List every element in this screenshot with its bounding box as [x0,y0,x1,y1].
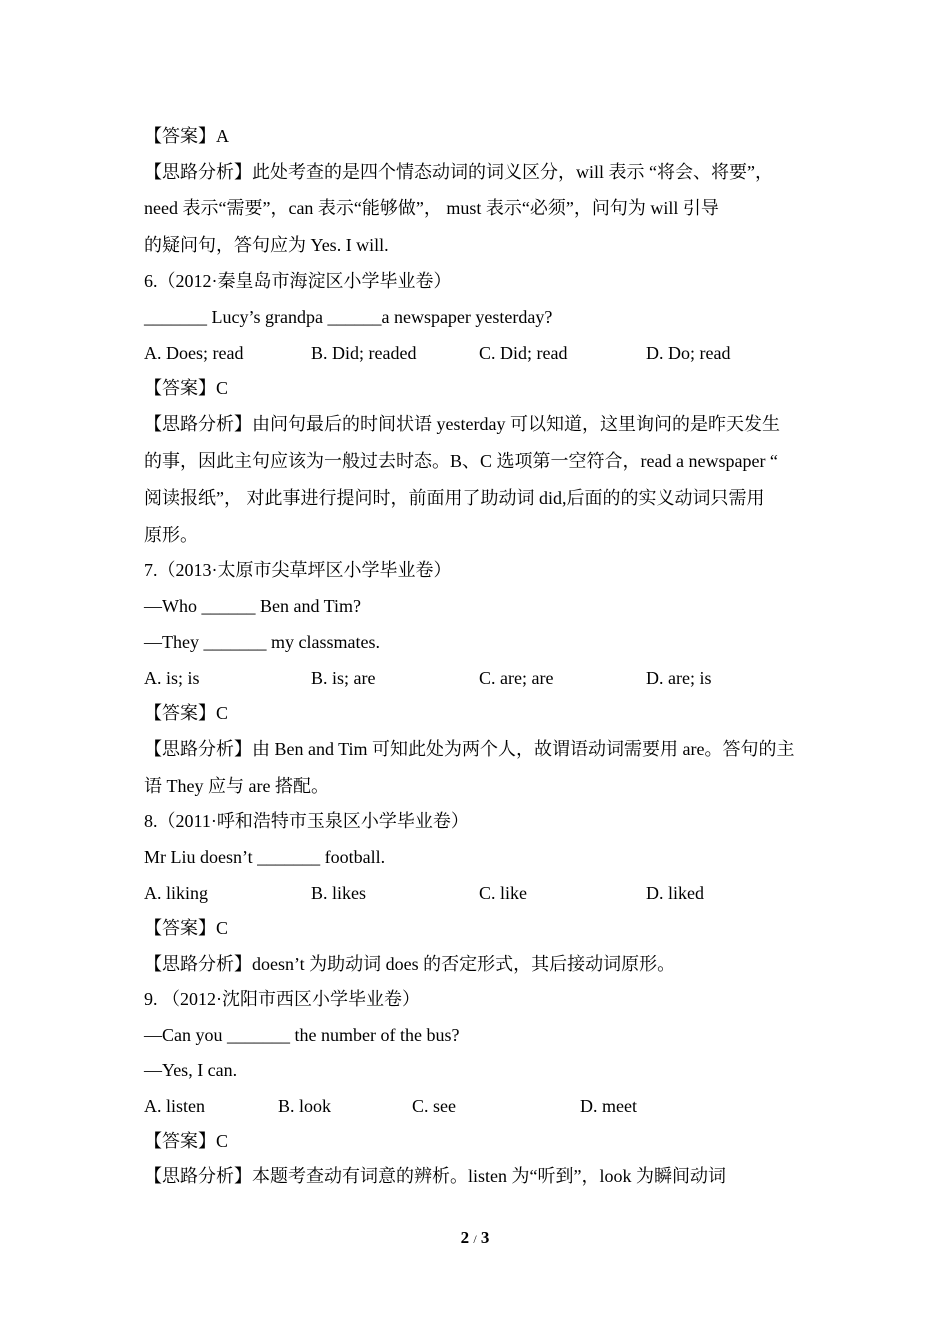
analysis-text: 的疑问句，答句应为 Yes. I will. [144,235,389,255]
analysis-text: 阅读报纸”， 对此事进行提问时，前面用了助动词 did,后面的的实义动词只需用 [144,488,765,508]
option-c: C. Did; read [479,343,568,363]
option-d: D. meet [580,1096,637,1116]
question-7-stem: —Who ______ Ben and Tim? [144,596,362,616]
question-7-source: 7.（2013·太原市尖草坪区小学毕业卷） [144,560,452,580]
analysis-text: 【思路分析】本题考查动有词意的辨析。listen 为“听到”，look 为瞬间动词 [144,1166,726,1186]
question-7-stem: —They _______ my classmates. [144,632,380,652]
analysis-text: 【思路分析】由 Ben and Tim 可知此处为两个人，故谓语动词需要用 are。答句的主 [144,739,795,759]
question-6-source: 6.（2012·秦皇岛市海淀区小学毕业卷） [144,271,452,291]
option-b: B. Did; readed [311,343,417,363]
option-a: A. listen [144,1096,205,1116]
question-9-stem: —Yes, I can. [144,1060,238,1080]
option-c: C. see [412,1096,456,1116]
analysis-text: 【思路分析】doesn’t 为助动词 does 的否定形式，其后接动词原形。 [144,954,676,974]
page-total: 3 [480,1228,490,1247]
option-c: C. are; are [479,668,554,688]
question-6-stem: _______ Lucy’s grandpa ______a newspaper yesterday? [144,307,553,327]
answer-label: 【答案】C [144,918,229,938]
answer-label: 【答案】C [144,703,229,723]
analysis-text: 【思路分析】此处考查的是四个情态动词的词义区分，will 表示 “将会、将要”， [144,162,773,182]
option-a: A. liking [144,883,209,903]
answer-label: 【答案】A [144,126,229,146]
analysis-text: 的事，因此主句应该为一般过去时态。B、C 选项第一空符合，read a newspaper “ [144,451,778,471]
analysis-text: 语 They 应与 are 搭配。 [144,776,329,796]
option-d: D. are; is [646,668,712,688]
option-a: A. Does; read [144,343,244,363]
option-b: B. look [278,1096,332,1116]
option-d: D. liked [646,883,704,903]
option-c: C. like [479,883,527,903]
analysis-text: 原形。 [144,525,198,545]
question-8-stem: Mr Liu doesn’t _______ football. [144,847,386,867]
answer-label: 【答案】C [144,378,229,398]
analysis-text: need 表示“需要”，can 表示“能够做”， must 表示“必须”，问句为 will 引导 [144,198,719,218]
page-separator: / [473,1232,477,1246]
page-current: 2 [460,1228,470,1247]
analysis-text: 【思路分析】由问句最后的时间状语 yesterday 可以知道，这里询问的是昨天发生 [144,414,780,434]
question-9-source: 9. （2012·沈阳市西区小学毕业卷） [144,989,420,1009]
option-b: B. is; are [311,668,376,688]
option-d: D. Do; read [646,343,731,363]
question-9-stem: —Can you _______ the number of the bus? [144,1025,460,1045]
page-number [0,1226,950,1251]
answer-label: 【答案】C [144,1131,229,1151]
option-b: B. likes [311,883,367,903]
option-a: A. is; is [144,668,200,688]
question-8-source: 8.（2011·呼和浩特市玉泉区小学毕业卷） [144,811,469,831]
